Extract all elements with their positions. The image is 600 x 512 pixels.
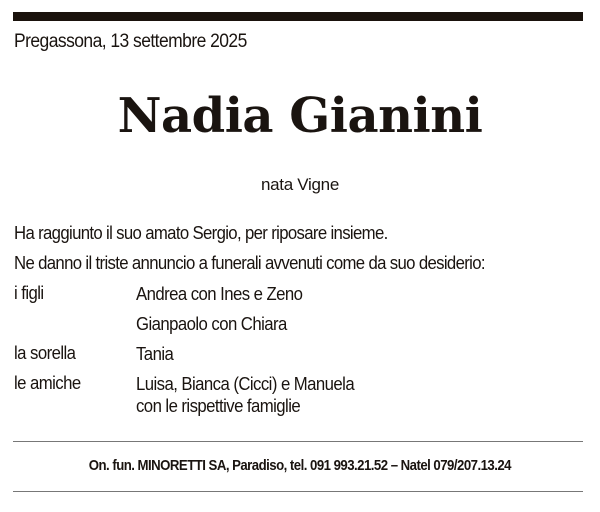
mourner-names: Luisa, Bianca (Cicci) e Manuela [136, 374, 355, 394]
deceased-name: Nadia Gianini [117, 88, 483, 144]
divider-top [13, 441, 583, 442]
relation-label: i figli [14, 283, 44, 303]
announcement-line-1: Ha raggiunto il suo amato Sergio, per riposare insieme. [14, 223, 388, 243]
mourner-names: Tania [136, 344, 174, 364]
mourner-names: Gianpaolo con Chiara [136, 314, 287, 334]
mourner-names: Andrea con Ines e Zeno [136, 284, 303, 304]
relation-label: la sorella [14, 343, 76, 363]
relation-label: le amiche [14, 373, 81, 393]
funeral-home-info [0, 457, 600, 474]
funeral-home-text: On. fun. MINORETTI SA, Paradiso, tel. 091 993.21.52 – Natel 079/207.13.24 [88, 457, 512, 474]
top-border-bar [13, 12, 583, 21]
mourner-names: con le rispettive famiglie [136, 396, 301, 416]
maiden-name: nata Vigne [261, 175, 339, 194]
announcement-line-2: Ne danno il triste annuncio a funerali avvenuti come da suo desiderio: [14, 253, 485, 273]
divider-bottom [13, 491, 583, 492]
place-date: Pregassona, 13 settembre 2025 [14, 31, 247, 52]
